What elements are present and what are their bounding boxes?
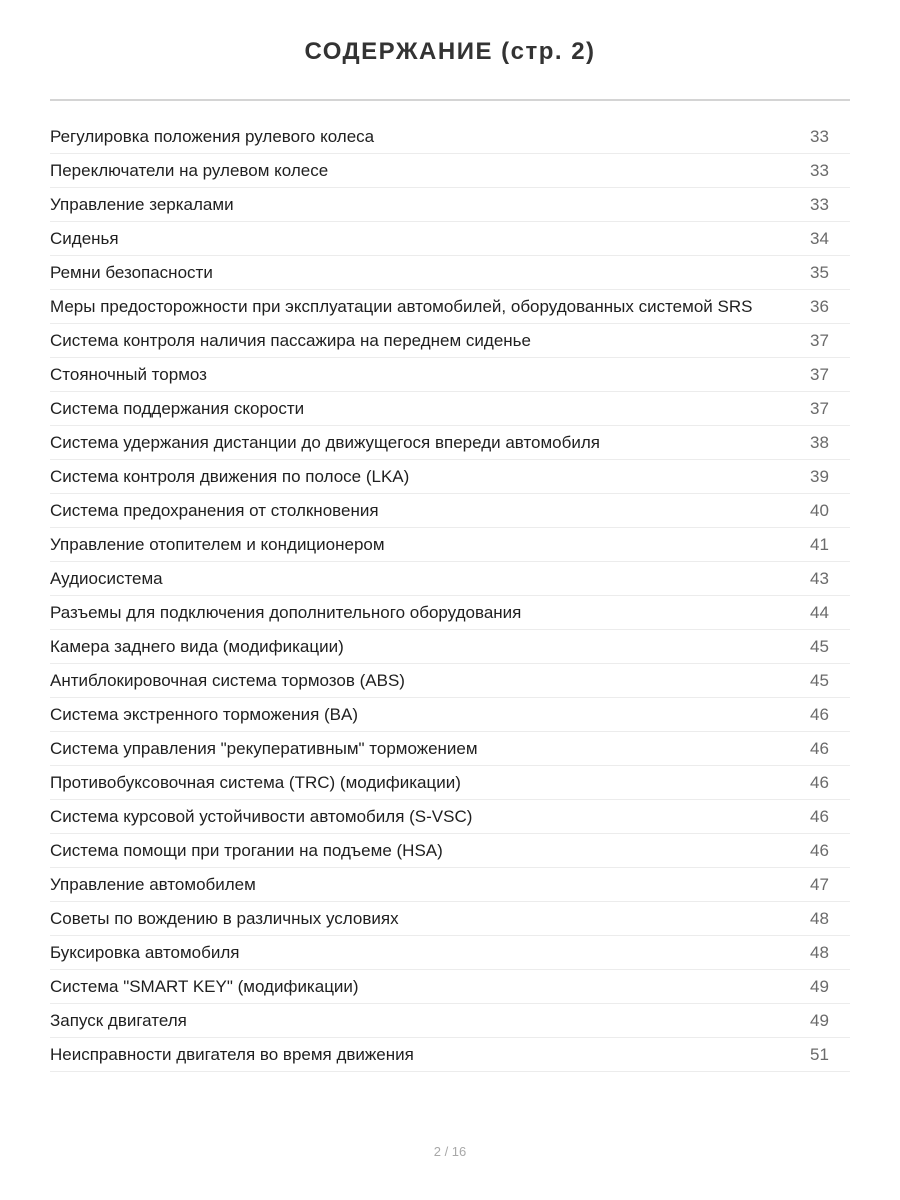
toc-entry[interactable] xyxy=(50,596,850,630)
toc-entry-label: Система контроля движения по полосе (LKA) xyxy=(50,467,410,486)
toc-entry-label: Камера заднего вида (модификации) xyxy=(50,637,344,656)
toc-entry-page: 33 xyxy=(810,195,829,214)
toc-entry-page: 46 xyxy=(810,807,829,826)
toc-entry[interactable] xyxy=(50,834,850,868)
toc-entry-page: 44 xyxy=(810,603,829,622)
toc-entry-page: 37 xyxy=(810,365,829,384)
toc-entry[interactable] xyxy=(50,766,850,800)
toc-entry[interactable] xyxy=(50,630,850,664)
title-divider xyxy=(50,99,850,101)
page-title: СОДЕРЖАНИЕ (стр. 2) xyxy=(304,38,596,65)
toc-entry-page: 39 xyxy=(810,467,829,486)
toc-entry-page: 41 xyxy=(810,535,829,554)
toc-entry-page: 46 xyxy=(810,739,829,758)
toc-entry[interactable] xyxy=(50,358,850,392)
toc-entry[interactable] xyxy=(50,120,850,154)
toc-entry[interactable] xyxy=(50,188,850,222)
toc-entry-page: 46 xyxy=(810,773,829,792)
toc-entry-label: Запуск двигателя xyxy=(50,1011,187,1030)
toc-entry[interactable] xyxy=(50,290,850,324)
toc-entry[interactable] xyxy=(50,392,850,426)
toc-entry[interactable] xyxy=(50,494,850,528)
toc-entry-page: 47 xyxy=(810,875,829,894)
toc-entry[interactable] xyxy=(50,528,850,562)
toc-entry-label: Система предохранения от столкновения xyxy=(50,501,379,520)
toc-entry-label: Переключатели на рулевом колесе xyxy=(50,161,329,180)
toc-entry-page: 48 xyxy=(810,909,829,928)
toc-entry-label: Управление автомобилем xyxy=(50,875,256,894)
toc-entry-page: 46 xyxy=(810,705,829,724)
toc-entry[interactable] xyxy=(50,936,850,970)
toc-entry-page: 37 xyxy=(810,331,829,350)
toc-entry[interactable] xyxy=(50,426,850,460)
toc-entry-label: Система поддержания скорости xyxy=(50,399,305,418)
toc-entry-label: Система управления "рекуперативным" торможением xyxy=(50,739,478,758)
toc-entry-page: 43 xyxy=(810,569,829,588)
toc-entry[interactable] xyxy=(50,1004,850,1038)
toc-entry-page: 37 xyxy=(810,399,829,418)
toc-entry[interactable] xyxy=(50,902,850,936)
toc-entry[interactable] xyxy=(50,664,850,698)
toc-entry-label: Аудиосистема xyxy=(50,569,163,588)
toc-entry-page: 45 xyxy=(810,637,829,656)
toc-entry-label: Противобуксовочная система (TRC) (модификации) xyxy=(50,773,461,792)
toc-entry[interactable] xyxy=(50,324,850,358)
toc-entry-label: Система помощи при трогании на подъеме (HSA) xyxy=(50,841,443,860)
toc-entry[interactable] xyxy=(50,1038,850,1072)
toc-entry[interactable] xyxy=(50,698,850,732)
toc-entry[interactable] xyxy=(50,970,850,1004)
toc-entry-label: Система курсовой устойчивости автомобиля (S-VSC) xyxy=(50,807,473,826)
toc-entry-page: 45 xyxy=(810,671,829,690)
toc-entry-label: Ремни безопасности xyxy=(50,263,213,282)
toc-entry-page: 46 xyxy=(810,841,829,860)
toc-entry-page: 36 xyxy=(810,297,829,316)
toc-entry[interactable] xyxy=(50,460,850,494)
toc-entry-label: Регулировка положения рулевого колеса xyxy=(50,127,375,146)
toc-entry[interactable] xyxy=(50,256,850,290)
toc-entry-label: Неисправности двигателя во время движения xyxy=(50,1045,414,1064)
toc-entry[interactable] xyxy=(50,222,850,256)
toc-entry-page: 49 xyxy=(810,1011,829,1030)
toc-entry-page: 49 xyxy=(810,977,829,996)
toc-entry-page: 35 xyxy=(810,263,829,282)
toc-entry-label: Стояночный тормоз xyxy=(50,365,207,384)
toc-entry-page: 40 xyxy=(810,501,829,520)
toc-entry[interactable] xyxy=(50,800,850,834)
toc-entry-label: Управление отопителем и кондиционером xyxy=(50,535,385,554)
toc-entry-page: 38 xyxy=(810,433,829,452)
toc-entry[interactable] xyxy=(50,868,850,902)
toc-entry-label: Буксировка автомобиля xyxy=(50,943,240,962)
toc-entry-label: Антиблокировочная система тормозов (ABS) xyxy=(50,671,405,690)
toc-entry-page: 48 xyxy=(810,943,829,962)
toc-entry[interactable] xyxy=(50,562,850,596)
toc-entry-label: Система экстренного торможения (BA) xyxy=(50,705,359,724)
toc-entry-page: 33 xyxy=(810,127,829,146)
toc-entry[interactable] xyxy=(50,732,850,766)
toc-entry-label: Разъемы для подключения дополнительного оборудования xyxy=(50,603,522,622)
toc-entry[interactable] xyxy=(50,154,850,188)
toc-entry-label: Система удержания дистанции до движущегося впереди автомобиля xyxy=(50,433,600,452)
toc-entry-label: Система "SMART KEY" (модификации) xyxy=(50,977,359,996)
toc-entry-label: Управление зеркалами xyxy=(50,195,234,214)
toc-entry-page: 51 xyxy=(810,1045,829,1064)
toc-entry-label: Система контроля наличия пассажира на переднем сиденье xyxy=(50,331,531,350)
toc-entry-page: 33 xyxy=(810,161,829,180)
toc-entry-label: Меры предосторожности при эксплуатации автомобилей, оборудованных системой SRS xyxy=(50,297,753,316)
toc-entry-page: 34 xyxy=(810,229,829,248)
toc-entry-label: Советы по вождению в различных условиях xyxy=(50,909,399,928)
toc-entry-label: Сиденья xyxy=(50,229,119,248)
table-of-contents xyxy=(50,120,850,1072)
page-indicator: 2 / 16 xyxy=(433,1144,467,1159)
